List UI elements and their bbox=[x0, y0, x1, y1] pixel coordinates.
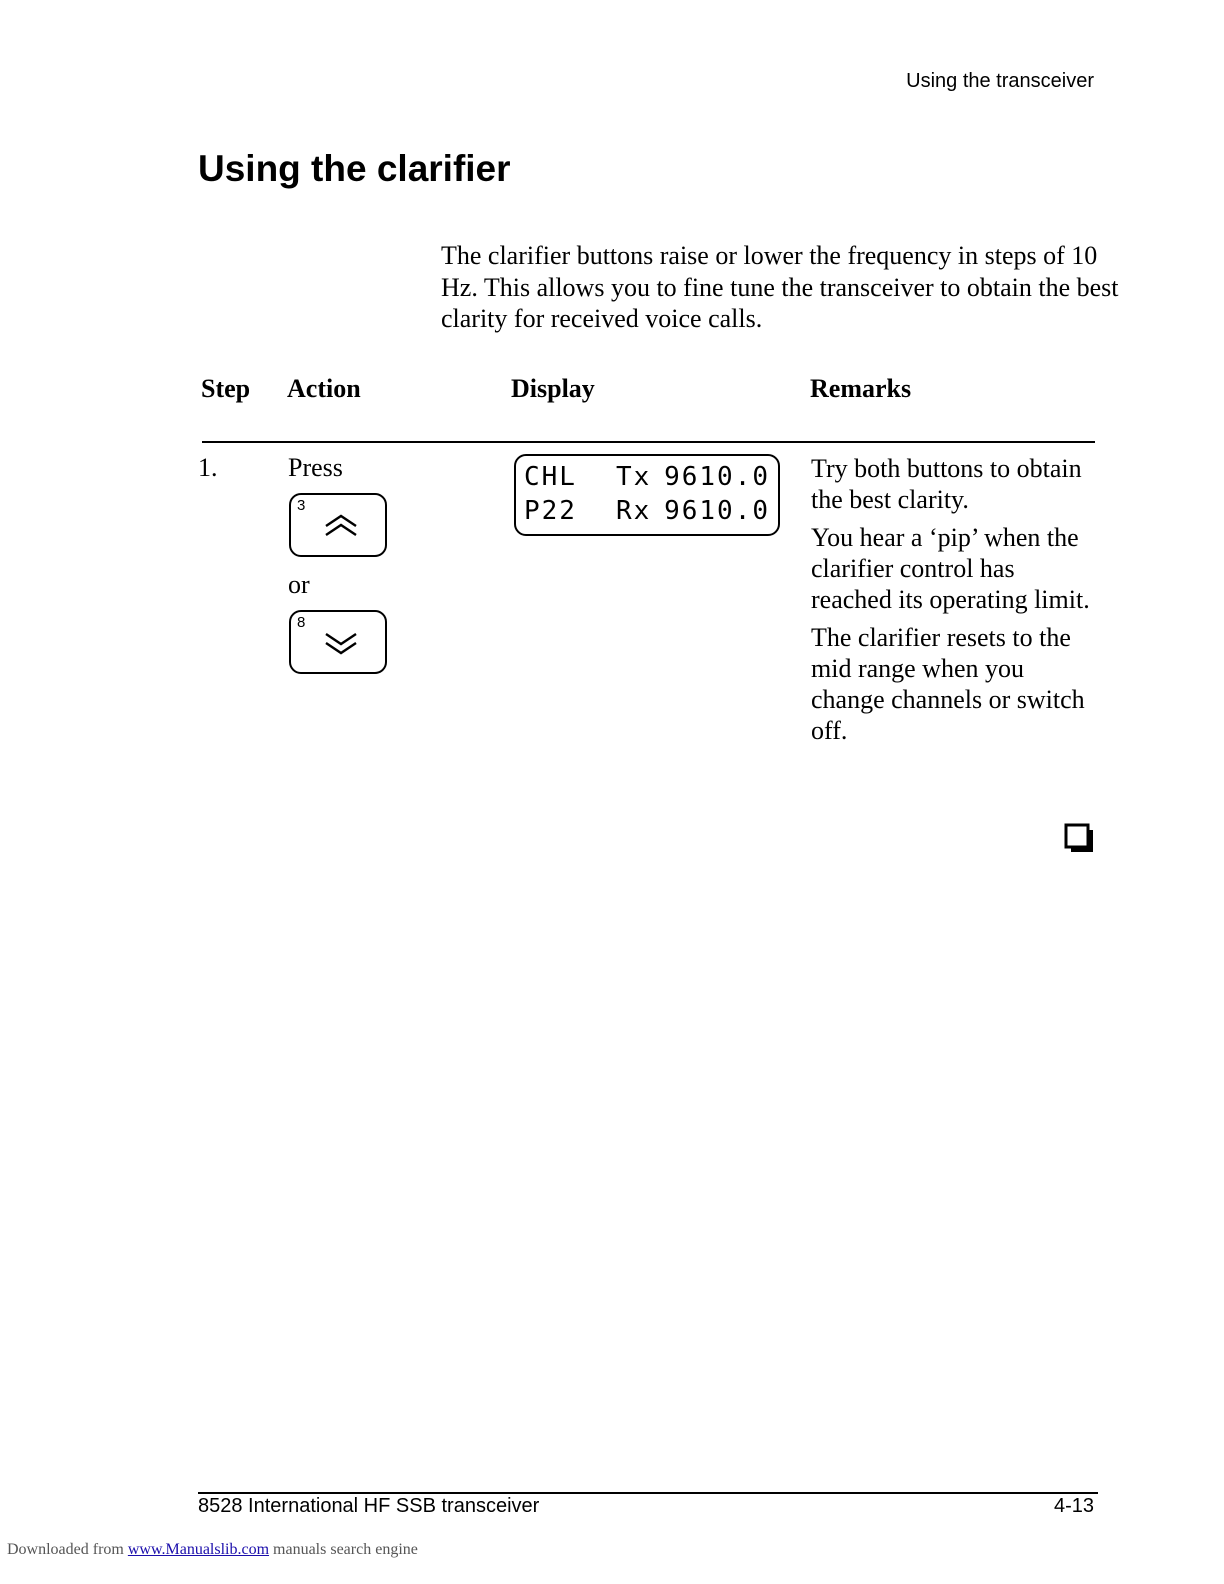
table-header-rule bbox=[202, 441, 1095, 443]
download-prefix: Downloaded from bbox=[7, 1541, 124, 1558]
lcd-tx-label: Tx bbox=[616, 462, 652, 492]
page-number: 4-13 bbox=[1053, 1495, 1094, 1517]
column-header-remarks: Remarks bbox=[810, 374, 912, 403]
lcd-channel-number: P22 bbox=[524, 496, 577, 526]
column-header-action: Action bbox=[287, 374, 361, 403]
remark-paragraph: Try both buttons to obtain the best clarity. bbox=[811, 454, 1082, 514]
lcd-rx-label: Rx bbox=[616, 496, 652, 526]
footer-rule bbox=[198, 1492, 1098, 1494]
press-label: Press bbox=[288, 453, 343, 482]
download-suffix: manuals search engine bbox=[273, 1541, 418, 1558]
double-chevron-up-icon bbox=[323, 513, 359, 539]
lcd-line-1 bbox=[524, 462, 770, 496]
key-number-label: 3 bbox=[297, 497, 306, 514]
column-header-step: Step bbox=[201, 374, 251, 403]
lcd-rx-frequency: 9610.0 bbox=[664, 496, 770, 526]
manualslib-link[interactable]: www.Manualslib.com bbox=[127, 1541, 270, 1558]
key-number-label: 8 bbox=[297, 614, 306, 631]
step-number: 1. bbox=[198, 453, 218, 482]
running-header: Using the transceiver bbox=[906, 70, 1094, 92]
lcd-channel-label: CHL bbox=[524, 462, 577, 492]
clarifier-down-key bbox=[289, 610, 387, 674]
column-header-display: Display bbox=[511, 374, 595, 403]
double-chevron-down-icon bbox=[323, 630, 359, 656]
or-label: or bbox=[288, 570, 310, 599]
lcd-line-2 bbox=[524, 496, 770, 530]
end-of-section-box-icon bbox=[1064, 823, 1094, 853]
download-note bbox=[7, 1541, 418, 1559]
lcd-tx-frequency: 9610.0 bbox=[664, 462, 770, 492]
lcd-display bbox=[514, 454, 780, 536]
page-title: Using the clarifier bbox=[198, 148, 511, 189]
remark-paragraph: The clarifier resets to the mid range when you change channels or switch off. bbox=[811, 623, 1085, 745]
clarifier-up-key bbox=[289, 493, 387, 557]
remark-paragraph: You hear a ‘pip’ when the clarifier control has reached its operating limit. bbox=[811, 523, 1090, 614]
remarks-cell bbox=[811, 453, 1101, 753]
footer-title: 8528 International HF SSB transceiver bbox=[198, 1495, 540, 1517]
intro-paragraph: The clarifier buttons raise or lower the frequency in steps of 10 Hz. This allows you to fine tune the transceiver to obtain the best clarity for received voice calls. bbox=[441, 241, 1119, 333]
